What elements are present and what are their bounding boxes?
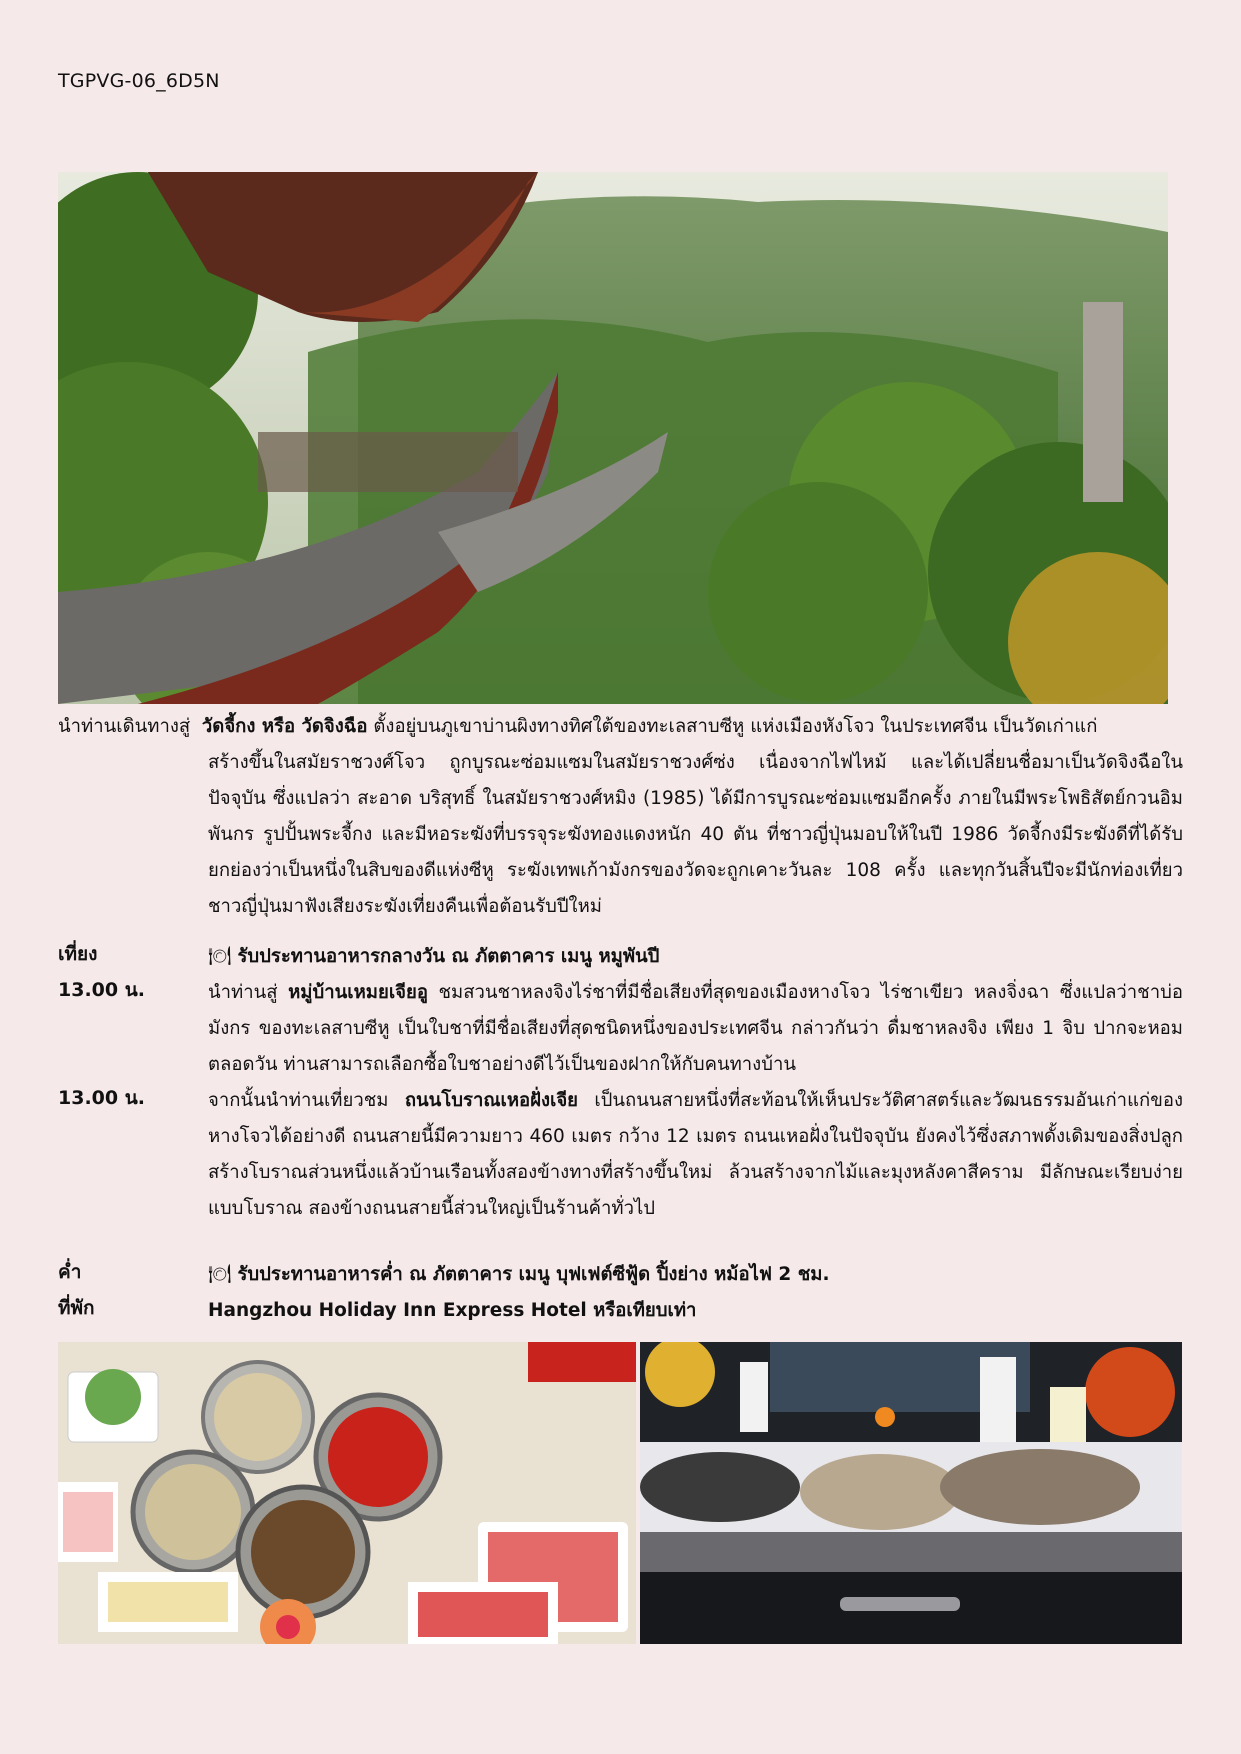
dinner-text: รับประทานอาหารค่ำ ณ ภัตตาคาร เมนู บุฟเฟต์ซีฟู้ด ปิ้งย่าง หม้อไฟ 2 ชม. <box>237 1264 830 1285</box>
stop2-time: 13.00 น. <box>58 1087 145 1109</box>
dish-icon: 🍽 <box>208 1264 232 1285</box>
intro-first-line <box>58 709 1183 745</box>
dish-icon: 🍽 <box>208 946 232 967</box>
dinner-info <box>208 1257 1183 1293</box>
intro-label: นำท่านเดินทางสู่ <box>58 716 191 737</box>
stop2-paragraph <box>208 1083 1183 1227</box>
stop1-paragraph <box>208 975 1183 1083</box>
hotel-label: ที่พัก <box>58 1297 95 1319</box>
seafood-buffet-photo <box>640 1342 1182 1644</box>
stop2-place: ถนนโบราณเหอฝั่งเจีย <box>404 1090 578 1111</box>
hotpot-spread-photo <box>58 1342 636 1644</box>
stop1-pre: นำท่านสู่ <box>208 982 289 1003</box>
dinner-label: ค่ำ <box>58 1261 82 1283</box>
lunch-text: รับประทานอาหารกลางวัน ณ ภัตตาคาร เมนู หมูพันปี <box>237 946 660 967</box>
temple-photo-illustration <box>58 172 1168 704</box>
intro-paragraph: สร้างขึ้นในสมัยราชวงศ์โจว ถูกบูรณะซ่อมแซมในสมัยราชวงศ์ซ่ง เนื่องจากไฟไหม้ และได้เปลี่ยนชื่อมาเป็นวัดจิงฉือในปัจจุบัน ซึ่งแปลว่า สะอาด บริสุทธิ์ ในสมัยราชวงศ์หมิง (1985) ได้มีการบูรณะซ่อมแซมอีกครั้ง ภายในมีพระโพธิสัตย์กวนอิมพันกร รูปปั้นพระจี้กง และมีหอระฆังที่บรรจุระฆังทองแดงหนัก 40 ตัน ที่ชาวญี่ปุ่นมอบให้ในปี 1986 วัดจี้กงมีระฆังดีที่ได้รับยกย่องว่าเป็นหนึ่งในสิบของดีแห่งซีหู ระฆังเทพเก้ามังกรของวัดจะถูกเคาะวันละ 108 ครั้ง และทุกวันสิ้นปีจะมีนักท่องเที่ยวชาวญี่ปุ่นมาฟังเสียงระฆังเที่ยงคืนเพื่อต้อนรับปีใหม่ <box>208 752 1183 917</box>
document-code: TGPVG-06_6D5N <box>58 70 220 92</box>
hotpot-illustration <box>58 1342 636 1644</box>
lunch-info <box>208 939 1183 975</box>
lunch-label: เที่ยง <box>58 943 98 965</box>
seafood-illustration <box>640 1342 1182 1644</box>
stop2-text: เป็นถนนสายหนึ่งที่สะท้อนให้เห็นประวัติศาสตร์และวัฒนธรรมอันเก่าแก่ของหางโจวได้อย่างดี ถนนสายนี้มีความยาว 460 เมตร กว้าง 12 เมตร ถนนเหอฝั่งในปัจจุบัน ยังคงไว้ซึ่งสภาพดั้งเดิมของสิ่งปลูกสร้างโบราณส่วนหนึ่งแล้วบ้านเรือนทั้งสองข้างทางที่สร้างขึ้นใหม่ ล้วนสร้างจากไม้และมุงหลังคาสีคราม มีลักษณะเรียบง่ายแบบโบราณ สองข้างถนนสายนี้ส่วนใหญ่เป็นร้านค้าทั่วไป <box>208 1090 1183 1219</box>
stop1-time: 13.00 น. <box>58 979 145 1001</box>
temple-roof-forest-photo <box>58 172 1168 704</box>
stop2-pre: จากนั้นนำท่านเที่ยวชม <box>208 1090 405 1111</box>
stop1-text: ชมสวนชาหลงจิงไร่ชาที่มีชื่อเสียงที่สุดของเมืองหางโจว ไร่ชาเขียว หลงจิ่งฉา ซึ่งแปลว่าชาบ่อมังกร ของทะเลสาบซีหู เป็นใบชาที่มีชื่อเสียงที่สุดชนิดหนึ่งของประเทศจีน กล่าวกันว่า ดื่มชาหลงจิง เพียง 1 จิบ ปากจะหอมตลอดวัน ท่านสามารถเลือกซื้อใบชาอย่างดีไว้เป็นของฝากให้กับคนทางบ้าน <box>208 982 1183 1075</box>
intro-first-line-text: ตั้งอยู่บนภูเขาบ่านผิงทางทิศใต้ของทะเลสาบซีหู แห่งเมืองหังโจว ในประเทศจีน เป็นวัดเก่าแก่ <box>367 716 1098 737</box>
stop1-place: หมู่บ้านเหมยเจียอู <box>288 982 428 1003</box>
hotel-name: Hangzhou Holiday Inn Express Hotel หรือเทียบเท่า <box>208 1300 697 1321</box>
temple-name: วัดจี้กง หรือ วัดจิงฉือ <box>201 716 368 737</box>
